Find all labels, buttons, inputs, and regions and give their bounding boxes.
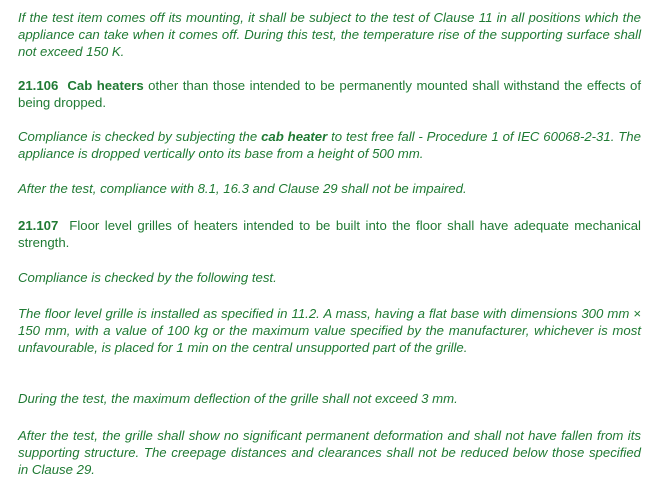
clause-number: 21.106 [18, 78, 59, 93]
text-part: to test free fall - Procedure 1 of IEC 60068-2-31. The appliance is dropped vertically onto its base from a height of 500 mm. [18, 129, 641, 161]
defined-term: Cab heaters [67, 78, 144, 93]
paragraph-mounting-test: If the test item comes off its mounting, it shall be subject to the test of Clause 11 in all positions which the appliance can take when it comes off. During this test, the temperature rise of the supporting surface shall not exceed 150 K. [18, 10, 641, 59]
paragraph-after-test-grille: After the test, the grille shall show no significant permanent deformation and shall not have fallen from its supporting structure. The creepage distances and clearances shall not be reduced below those specified in Clause 29. [18, 428, 641, 477]
paragraph-grille-test-setup: The floor level grille is installed as specified in 11.2. A mass, having a flat base with dimensions 300 mm × 150 mm, with a value of 100 kg or the maximum value specified by the manufacturer, whichever is most unfavourable, is placed for 1 min on the central unsupported part of the grille. [18, 306, 641, 355]
paragraph-compliance-free-fall [18, 129, 641, 163]
clause-21-107 [18, 218, 641, 252]
clause-text: other than those intended to be permanently mounted shall withstand the effects of being dropped. [18, 78, 642, 110]
paragraph-after-test-compliance: After the test, compliance with 8.1, 16.3 and Clause 29 shall not be impaired. [18, 181, 467, 196]
clause-21-106 [18, 78, 641, 112]
text-part: Compliance is checked by subjecting the [18, 129, 262, 144]
clause-number: 21.107 [18, 218, 59, 233]
paragraph-max-deflection: During the test, the maximum deflection of the grille shall not exceed 3 mm. [18, 391, 458, 406]
paragraph-compliance-following-test: Compliance is checked by the following test. [18, 270, 277, 285]
defined-term: cab heater [261, 129, 328, 144]
clause-text: Floor level grilles of heaters intended to be built into the floor shall have adequate mechanical strength. [18, 218, 641, 250]
